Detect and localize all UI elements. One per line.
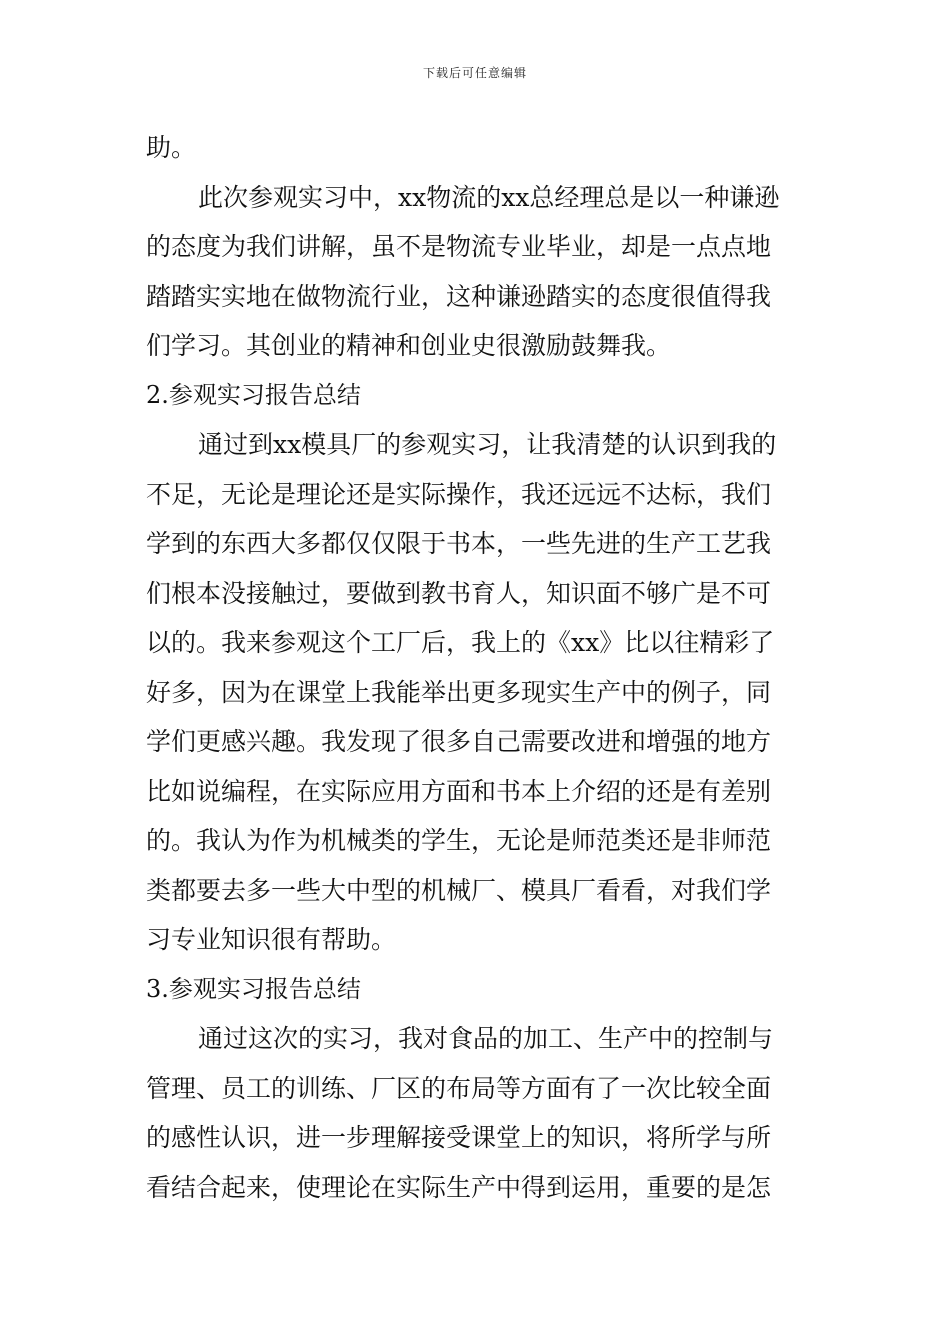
text-line: 好多，因为在课堂上我能举出更多现实生产中的例子，同 bbox=[146, 677, 772, 707]
section-heading-3: 3.参观实习报告总结 bbox=[146, 974, 361, 1003]
text-line: 助。 bbox=[146, 133, 197, 162]
text-line: 以的。我来参观这个工厂后，我上的《xx》比以往精彩了 bbox=[146, 628, 775, 657]
text-line: 的感性认识，进一步理解接受课堂上的知识，将所学与所 bbox=[146, 1123, 772, 1152]
text-line: 的。我认为作为机械类的学生，无论是师范类还是非师范 bbox=[146, 826, 772, 855]
text-line: 学们更感兴趣。我发现了很多自己需要改进和增强的地方 bbox=[146, 727, 772, 756]
paragraph-start-line: 此次参观实习中，xx物流的xx总经理总是以一种谦逊 bbox=[198, 182, 780, 212]
document-body bbox=[146, 123, 806, 1212]
text-line: 比如说编程，在实际应用方面和书本上介绍的还是有差别 bbox=[146, 776, 772, 806]
paragraph-start-line: 通过到xx模具厂的参观实习，让我清楚的认识到我的 bbox=[198, 430, 777, 459]
text-line: 们学习。其创业的精神和创业史很激励鼓舞我。 bbox=[146, 331, 672, 360]
text-line: 管理、员工的训练、厂区的布局等方面有了一次比较全面 bbox=[146, 1073, 772, 1103]
text-line: 不足，无论是理论还是实际操作，我还远远不达标，我们 bbox=[146, 479, 772, 509]
text-line: 的态度为我们讲解，虽不是物流专业毕业，却是一点点地 bbox=[146, 232, 772, 261]
paragraph-start-line: 通过这次的实习，我对食品的加工、生产中的控制与 bbox=[198, 1024, 774, 1053]
text-line: 踏踏实实地在做物流行业，这种谦逊踏实的态度很值得我 bbox=[146, 281, 772, 311]
text-line: 看结合起来，使理论在实际生产中得到运用，重要的是怎 bbox=[146, 1172, 772, 1202]
text-line: 们根本没接触过，要做到教书育人，知识面不够广是不可 bbox=[146, 578, 772, 608]
text-line: 学到的东西大多都仅仅限于书本，一些先进的生产工艺我 bbox=[146, 529, 772, 558]
page-header-note: 下载后可任意编辑 bbox=[422, 66, 527, 80]
text-line: 习专业知识很有帮助。 bbox=[146, 925, 397, 954]
text-line: 类都要去多一些大中型的机械厂、模具厂看看，对我们学 bbox=[146, 875, 772, 905]
section-heading-2: 2.参观实习报告总结 bbox=[146, 380, 361, 409]
